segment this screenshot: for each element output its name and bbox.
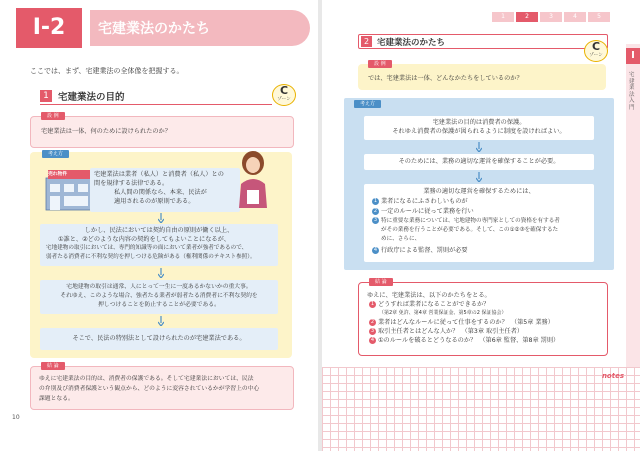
thinking-tag: 考え方 [354, 100, 381, 108]
conclusion-item: 1 どうすれば業者になることができるか？ [370, 300, 490, 308]
question-text: 宅建業法は一体、何のために設けられたのか？ [41, 128, 171, 135]
block2-line4: 弱者たる消費者に不利な契約を押しつける危険がある（権利関係のテキスト参照）。 [46, 254, 256, 260]
right-block1-line2: それゆえ消費者の保護が図られるように制度を設ければよい。 [392, 128, 566, 135]
notes-label: notes [601, 372, 624, 380]
conclusion-box [30, 363, 294, 410]
right-block2-text: そのためには、業務の適切な運営を確保することが必要。 [398, 158, 560, 165]
page-number: 10 [12, 414, 20, 421]
right-block3-item: がその業務を行うことが必要である。そして、この①②③を確保するた [381, 227, 559, 233]
block1-line2: 間を規律する法律である。 [94, 180, 169, 187]
chapter-breadcrumb [492, 12, 610, 22]
arrow-down-icon [476, 142, 482, 152]
crumb-2: 2 [516, 12, 538, 22]
conclusion-tag: 結 論 [369, 278, 393, 286]
right-block3-item: 2 一定のルールに従って業務を行い [373, 207, 474, 215]
notes-grid [322, 367, 640, 451]
c-zone-letter: C [279, 84, 289, 97]
conclusion-tag: 結 論 [41, 362, 65, 370]
conclusion-item: （第2章 免許、第4章 営業保証金、第5章の2 保証協会） [379, 310, 507, 316]
conclusion-head: ゆえに、宅建業法は、以下のかたちをとる。 [367, 292, 491, 299]
block4-text: そこで、民法の特別法として設けられたのが宅建業法である。 [72, 335, 246, 342]
arrow-down-icon [158, 316, 164, 326]
subheading-title: 宅建業法の目的 [58, 92, 125, 103]
left-page [0, 0, 318, 451]
right-block3-head: 業務の適切な運営を確保するためには、 [423, 188, 535, 195]
side-tab-text: 宅建業法入門 [629, 72, 635, 111]
block2-line1: しかし、民法においては契約自由の原則が働く以上、 [84, 227, 234, 234]
question-box [358, 61, 606, 90]
block1-line3: 私人間の関係なら、本来、民法が [114, 189, 207, 196]
block1-line4: 適用されるのが原則である。 [114, 198, 195, 205]
chapter-side-tab [626, 44, 640, 384]
subheading-number: 1 [40, 90, 52, 102]
side-tab-number: I [626, 48, 640, 64]
conclusion-line3: 課題となる。 [39, 396, 74, 402]
subheading-purpose [40, 88, 272, 105]
right-block3-item: 3 特に重要な業務については、宅地建物の専門家としての資格を有する者 [373, 217, 560, 224]
conclusion-line2: の弁別及び消費者保護という観点から、どのように変容されているかが学習上の中心 [39, 386, 260, 392]
section-badge: I-2 [16, 8, 82, 48]
question-tag: 設 例 [368, 60, 392, 68]
c-zone-badge [584, 40, 608, 62]
intro-text: ここでは、まず、宅建業法の全体像を把握する。 [30, 67, 184, 75]
conclusion-line1: ゆえに宅建業法の目的は、消費者の保護である。そして宅建業法においては、民法 [39, 376, 254, 382]
block3-line1: 宅地建物の取引は通常、人にとって一生に一度あるかないかの重大事。 [66, 284, 252, 290]
arrow-down-icon [476, 172, 482, 182]
section-title: 宅建業法のかたち [98, 21, 210, 37]
block3-line3: 押しつけることを防止することが必要である。 [98, 302, 220, 308]
building-sign-text: 売れ物件 [48, 172, 68, 177]
right-block1-line1: 宅建業法の目的は消費者の保護。 [432, 119, 526, 126]
right-block3-item: 1 業者になるにふさわしいものが [373, 197, 468, 205]
subheading-number: 2 [361, 36, 372, 47]
block1-line1: 宅建業法は業者（私人）と消費者（私人）との [94, 171, 224, 178]
crumb-3: 3 [540, 12, 562, 22]
crumb-1: 1 [492, 12, 514, 22]
crumb-5: 5 [588, 12, 610, 22]
thinking-tag: 考え方 [42, 150, 69, 158]
subheading-title: 宅建業法のかたち [377, 38, 446, 48]
conclusion-item: 4 ①のルールを破るとどうなるのか？ （第6章 監督、第8章 罰則） [370, 336, 560, 344]
subheading-form [358, 34, 608, 49]
arrow-down-icon [158, 268, 164, 278]
right-block3-item: めに、さらに、 [381, 236, 421, 242]
conclusion-box [358, 279, 608, 356]
c-zone-label: ゾーン [589, 53, 603, 58]
conclusion-item: 2 業者はどんなルールに従って仕事をするのか？ （第5章 業務） [370, 318, 554, 326]
question-tag: 設 例 [41, 112, 65, 120]
c-zone-label: ゾーン [277, 97, 291, 102]
question-text: では、宅建業法は一体、どんなかたちをしているのか？ [368, 75, 523, 82]
right-block3-item: 4 行政庁による監督、罰則が必要 [373, 246, 468, 254]
question-box [30, 113, 294, 148]
block2-line2: ①誰と、②どのような内容の契約をしてもよいことになるが、 [58, 236, 230, 243]
arrow-down-icon [158, 213, 164, 223]
c-zone-letter: C [591, 40, 601, 53]
section-title-banner [90, 10, 310, 46]
woman-illustration [232, 150, 274, 210]
conclusion-item: 3 取引主任者とはどんな人か？ （第3章 取引主任者） [370, 327, 524, 335]
block2-line3: 宅地建物の取引においては、専門的知識等の面において業者が強者であるので、 [46, 245, 248, 251]
block3-line2: それゆえ、このような場合、強者たる業者が弱者たる消費者に不利な契約を [60, 293, 258, 299]
c-zone-badge [272, 84, 296, 106]
crumb-4: 4 [564, 12, 586, 22]
